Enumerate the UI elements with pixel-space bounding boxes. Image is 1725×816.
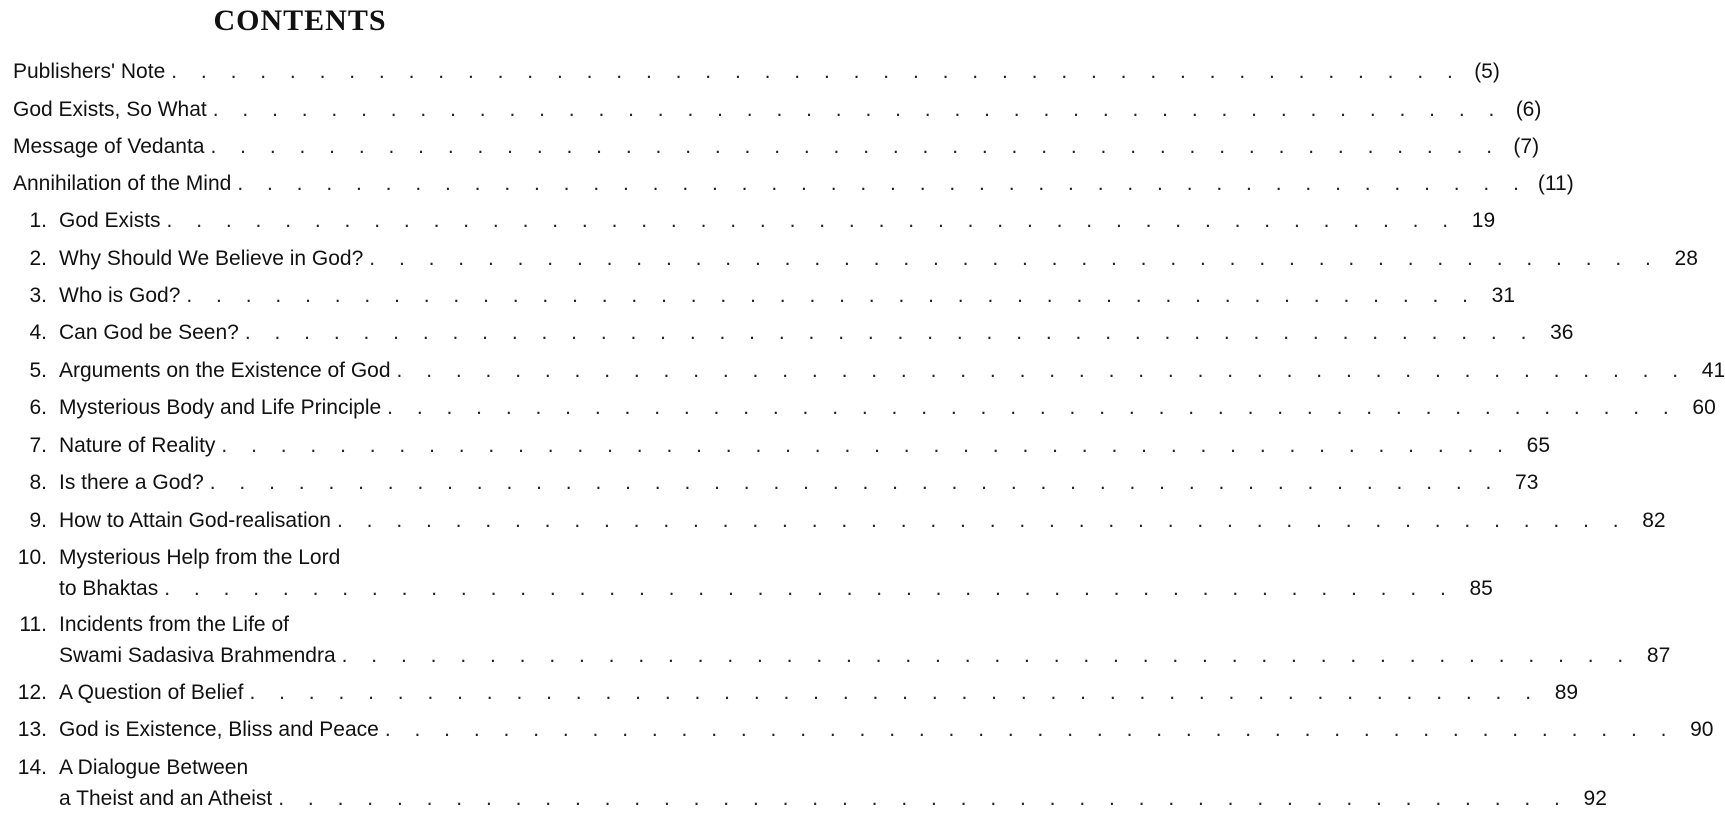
- dot-leader: . . . . . . . . . . . . . . . . . . . . . . . . . . . . . . . . . . . . . . . . . . . .: [244, 321, 1536, 344]
- entry-line: [59, 243, 1698, 275]
- entry-line: [59, 317, 1574, 349]
- page-number: 82: [1642, 509, 1666, 532]
- entry-number: 14.: [17, 756, 47, 779]
- entry-number: 3.: [29, 284, 47, 307]
- entry-title: Nature of Reality: [59, 434, 216, 457]
- dot-leader: . . . . . . . . . . . . . . . . . . . . . . . . . . . . . . . . . . . . . . . . . . . .: [278, 787, 1569, 810]
- entry-line: [59, 205, 1496, 237]
- page-number: 73: [1515, 471, 1539, 494]
- dot-leader: . . . . . . . . . . . . . . . . . . . . . . . . . . . . . . . . . . . . . . . . . . . .: [166, 209, 1458, 232]
- dot-leader: . . . . . . . . . . . . . . . . . . . . . . . . . . . . . . . . . . . . . . . . . . . .: [249, 681, 1541, 704]
- entry-line: [59, 430, 1551, 462]
- entry-title: Annihilation of the Mind: [13, 172, 232, 195]
- entry-number: 4.: [29, 321, 47, 344]
- page-number: 60: [1692, 396, 1716, 419]
- entry-line: [59, 640, 1671, 672]
- entry-title: God Exists, So What: [13, 98, 207, 121]
- dot-leader: . . . . . . . . . . . . . . . . . . . . . . . . . . . . . . . . . . . . . . . . . . . .: [209, 471, 1501, 494]
- toc-entry: [0, 505, 1666, 537]
- entry-title: Can God be Seen?: [59, 321, 239, 344]
- toc-entry: [0, 205, 1496, 237]
- dot-leader: . . . . . . . . . . . . . . . . . . . . . . . . . . . . . . . . . . . . . . . . . . . .: [336, 509, 1628, 532]
- page-number: (11): [1537, 172, 1574, 195]
- dot-leader: . . . . . . . . . . . . . . . . . . . . . . . . . . . . . . . . . . . . . . . . . . . .: [396, 359, 1688, 382]
- entry-title: Why Should We Believe in God?: [59, 247, 364, 270]
- entry-line: [59, 355, 1725, 387]
- toc-entry: [0, 355, 1725, 387]
- dot-leader: . . . . . . . . . . . . . . . . . . . . . . . . . . . . . . . . . . . . . . . . . . . .: [210, 135, 1502, 158]
- entry-line: [13, 94, 1542, 126]
- page-number: (6): [1515, 98, 1542, 121]
- dot-leader: . . . . . . . . . . . . . . . . . . . . . . . . . . . . . . . . . . . . . . . . . . . .: [186, 284, 1477, 307]
- page-number: 90: [1690, 718, 1714, 741]
- page-number: 89: [1554, 681, 1579, 704]
- toc-entry: [0, 280, 1515, 312]
- entry-line: [59, 505, 1666, 537]
- entry-number: 1.: [29, 209, 47, 232]
- toc-entry: [0, 56, 1500, 88]
- entry-title: God Exists: [59, 209, 161, 232]
- toc-entry: [0, 542, 1493, 606]
- entry-line: [59, 392, 1716, 424]
- entry-title: Arguments on the Existence of God: [59, 359, 391, 382]
- page-number: 85: [1469, 577, 1493, 600]
- entry-line: [59, 714, 1714, 746]
- dot-leader: . . . . . . . . . . . . . . . . . . . . . . . . . . . . . . . . . . . . . . . . . . . .: [171, 60, 1462, 83]
- entry-line: [13, 131, 1540, 163]
- dot-leader: . . . . . . . . . . . . . . . . . . . . . . . . . . . . . . . . . . . . . . . . . . . .: [164, 577, 1455, 600]
- page-number: 92: [1583, 787, 1607, 810]
- toc-entry: [0, 467, 1539, 499]
- entry-title: How to Attain God-realisation: [59, 509, 331, 532]
- entry-title: Mysterious Body and Life Principle: [59, 396, 382, 419]
- toc-entry: [0, 430, 1551, 462]
- page-number: 19: [1471, 209, 1496, 232]
- page-number: (5): [1474, 60, 1500, 83]
- entry-title-continuation: Swami Sadasiva Brahmendra: [59, 644, 336, 667]
- dot-leader: . . . . . . . . . . . . . . . . . . . . . . . . . . . . . . . . . . . . . . . . . . . .: [341, 644, 1633, 667]
- entry-line: [13, 56, 1500, 88]
- entry-number: 8.: [29, 471, 47, 494]
- entry-number: 11.: [19, 613, 47, 636]
- entry-number: 9.: [29, 509, 47, 532]
- page-number: 65: [1526, 434, 1551, 457]
- dot-leader: . . . . . . . . . . . . . . . . . . . . . . . . . . . . . . . . . . . . . . . . . . . .: [212, 98, 1504, 121]
- entry-title: A Question of Belief: [59, 681, 244, 704]
- dot-leader: . . . . . . . . . . . . . . . . . . . . . . . . . . . . . . . . . . . . . . . . . . . .: [387, 396, 1678, 419]
- entry-number: 7.: [29, 434, 47, 457]
- entry-title: Mysterious Help from the Lord: [59, 546, 341, 569]
- entry-line: [59, 677, 1579, 709]
- toc-entry: [0, 243, 1698, 275]
- toc-entry: [0, 168, 1574, 200]
- dot-leader: . . . . . . . . . . . . . . . . . . . . . . . . . . . . . . . . . . . . . . . . . . . .: [369, 247, 1660, 270]
- entry-line: [13, 168, 1574, 200]
- entry-number: 10.: [17, 546, 47, 569]
- toc-entry: [0, 131, 1540, 163]
- entry-title-continuation: to Bhaktas: [59, 577, 159, 600]
- entry-number: 12.: [17, 681, 47, 704]
- toc-entry: [0, 609, 1671, 673]
- dot-leader: . . . . . . . . . . . . . . . . . . . . . . . . . . . . . . . . . . . . . . . . . . . .: [237, 172, 1528, 195]
- page-number: (7): [1513, 135, 1540, 158]
- page-number: 31: [1491, 284, 1515, 307]
- entry-line: [59, 467, 1539, 499]
- page-number: 28: [1674, 247, 1698, 270]
- toc-entry: [0, 677, 1579, 709]
- entry-line: [59, 573, 1493, 605]
- page-number: 87: [1646, 644, 1671, 667]
- entry-title: Publishers' Note: [13, 60, 166, 83]
- entry-title: Who is God?: [59, 284, 181, 307]
- dot-leader: . . . . . . . . . . . . . . . . . . . . . . . . . . . . . . . . . . . . . . . . . . . .: [221, 434, 1513, 457]
- entry-title: God is Existence, Bliss and Peace: [59, 718, 379, 741]
- page-title: CONTENTS: [213, 4, 387, 37]
- entry-title: Incidents from the Life of: [59, 613, 289, 636]
- entry-number: 2.: [29, 247, 47, 270]
- page-number: 36: [1550, 321, 1574, 344]
- toc-entry: [0, 392, 1716, 424]
- entry-title: Message of Vedanta: [13, 135, 205, 158]
- entry-number: 5.: [29, 359, 47, 382]
- entry-title: Is there a God?: [59, 471, 204, 494]
- entry-number: 6.: [29, 396, 47, 419]
- entry-line: [59, 783, 1607, 815]
- entry-line: [59, 280, 1515, 312]
- entry-number: 13.: [17, 718, 47, 741]
- toc-entry: [0, 94, 1542, 126]
- dot-leader: . . . . . . . . . . . . . . . . . . . . . . . . . . . . . . . . . . . . . . . . . . . .: [384, 718, 1676, 741]
- page-number: 41: [1701, 359, 1725, 382]
- toc-entry: [0, 752, 1607, 816]
- entry-title-continuation: a Theist and an Atheist: [59, 787, 273, 810]
- entry-title: A Dialogue Between: [59, 756, 249, 779]
- toc-entry: [0, 714, 1714, 746]
- toc-entry: [0, 317, 1574, 349]
